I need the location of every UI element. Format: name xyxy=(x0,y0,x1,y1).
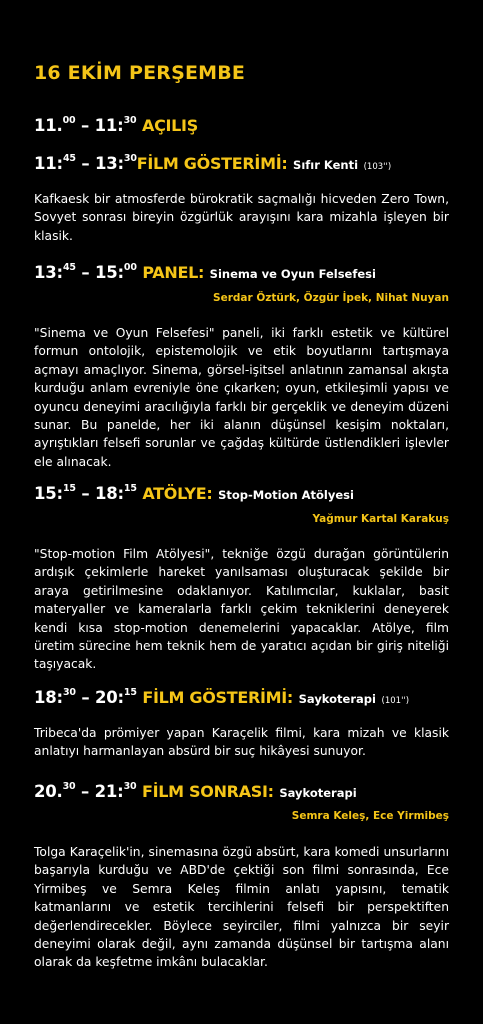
event-time: 15:$^{15}$ – 18:$^{15}$ xyxy=(34,483,137,503)
event-time: 11.00 – 11:$^{30}$ xyxy=(34,115,137,135)
day-title: 16 EKİM PERŞEMBE xyxy=(34,62,246,84)
event-kind: FİLM GÖSTERİMİ: xyxy=(142,688,294,707)
event-description: Kafkaesk bir atmosferde bürokratik saçmalığı hicveden Zero Town, Sovyet sonrası bireyin özgürlük arayışını kara mizahla işleyen bir klasik. xyxy=(34,192,449,243)
event-speakers: Yağmur Kartal Karakuş xyxy=(312,513,449,525)
event-description: "Sinema ve Oyun Felsefesi" paneli, iki farklı estetik ve kültürel formun ontolojik, epistemolojik ve etik boyutlarını tartışmaya açmayı amaçlıyor. Sinema, görsel-işitsel anlatının zamansal akışta kurduğu anlam evreniyle öne çıkarken; oyun, etkileşimli yapısı ve oyuncu deneyimi aracılığıyla farklı bir gerçeklik ve deneyim düzeni sunar. Bu panelde, her iki alanın düşünsel kesişim noktaları, ayrıştıkları felsefi sorunlar ve çağdaş kültürde üstlendikleri işlevler ele alınacak. xyxy=(34,326,449,469)
event-description: Tolga Karaçelik'in, sinemasına özgü absürt, kara komedi unsurlarını başarıyla kurduğu ve ABD'de çektiği son filmi sonrasında, Ece Yirmibeş ve Semra Keleş filmin anlatı yapısını, tematik katmanlarını ve estetik tercihlerini felsefi bir perspektiften değerlendirecekler. Böylece seyirciler, filmi yalnızca bir seyir deneyimi olarak değil, aynı zamanda düşünsel bir tartışma alanı olarak da keşfetme imkânı bulacaklar. xyxy=(34,845,449,970)
event-time: 11:$^{45}$ – 13:$^{30}$ xyxy=(34,153,137,173)
event-description: Tribeca'da prömiyer yapan Karaçelik filmi, kara mizah ve klasik anlatıyı harmanlayan absürd bir suç hikâyesi sunuyor. xyxy=(34,726,449,759)
event-kind: PANEL: xyxy=(142,263,205,282)
event-time: 18:$^{30}$ – 20:$^{15}$ xyxy=(34,687,137,707)
event-screening-header xyxy=(34,153,392,173)
event-kind: FİLM SONRASI: xyxy=(141,782,274,801)
event-duration: (101'') xyxy=(381,696,410,706)
event-title: Sinema ve Oyun Felsefesi xyxy=(209,267,376,281)
event-title: Sıfır Kenti xyxy=(293,158,359,172)
event-description: "Stop-motion Film Atölyesi", tekniğe özgü durağan görüntülerin ardışık çekimlerle hareket yanılsaması oluşturacak şekilde bir araya getirilmesine odaklanıyor. Katılımcılar, kuklalar, basit materyaller ve kameralarla farklı çekim tekniklerini deneyerek kendi kısa stop-motion denemelerini yapacaklar. Atölye, film üretim sürecine hem teknik hem de yaratıcı açıdan bir giriş niteliği taşıyacak. xyxy=(34,547,449,672)
event-title: Saykoterapi xyxy=(279,786,357,800)
event-speakers: Semra Keleş, Ece Yirmibeş xyxy=(291,810,449,822)
event-panel-header xyxy=(34,262,376,282)
event-kind: AÇILIŞ xyxy=(141,116,198,135)
event-title: Stop-Motion Atölyesi xyxy=(218,488,354,502)
event-opening-header xyxy=(34,115,198,135)
event-title: Saykoterapi xyxy=(298,692,376,706)
event-screening-header xyxy=(34,687,410,707)
event-time: 20.30 – 21:$^{30}$ xyxy=(34,781,137,801)
event-duration: (103'') xyxy=(363,162,392,172)
event-post-film-header xyxy=(34,781,357,801)
event-workshop-header xyxy=(34,483,354,503)
event-time: 13:$^{45}$ – 15:$^{00}$ xyxy=(34,262,137,282)
event-kind: FİLM GÖSTERİMİ: xyxy=(136,154,288,173)
event-kind: ATÖLYE: xyxy=(142,484,213,503)
event-speakers: Serdar Öztürk, Özgür İpek, Nihat Nuyan xyxy=(213,292,449,304)
